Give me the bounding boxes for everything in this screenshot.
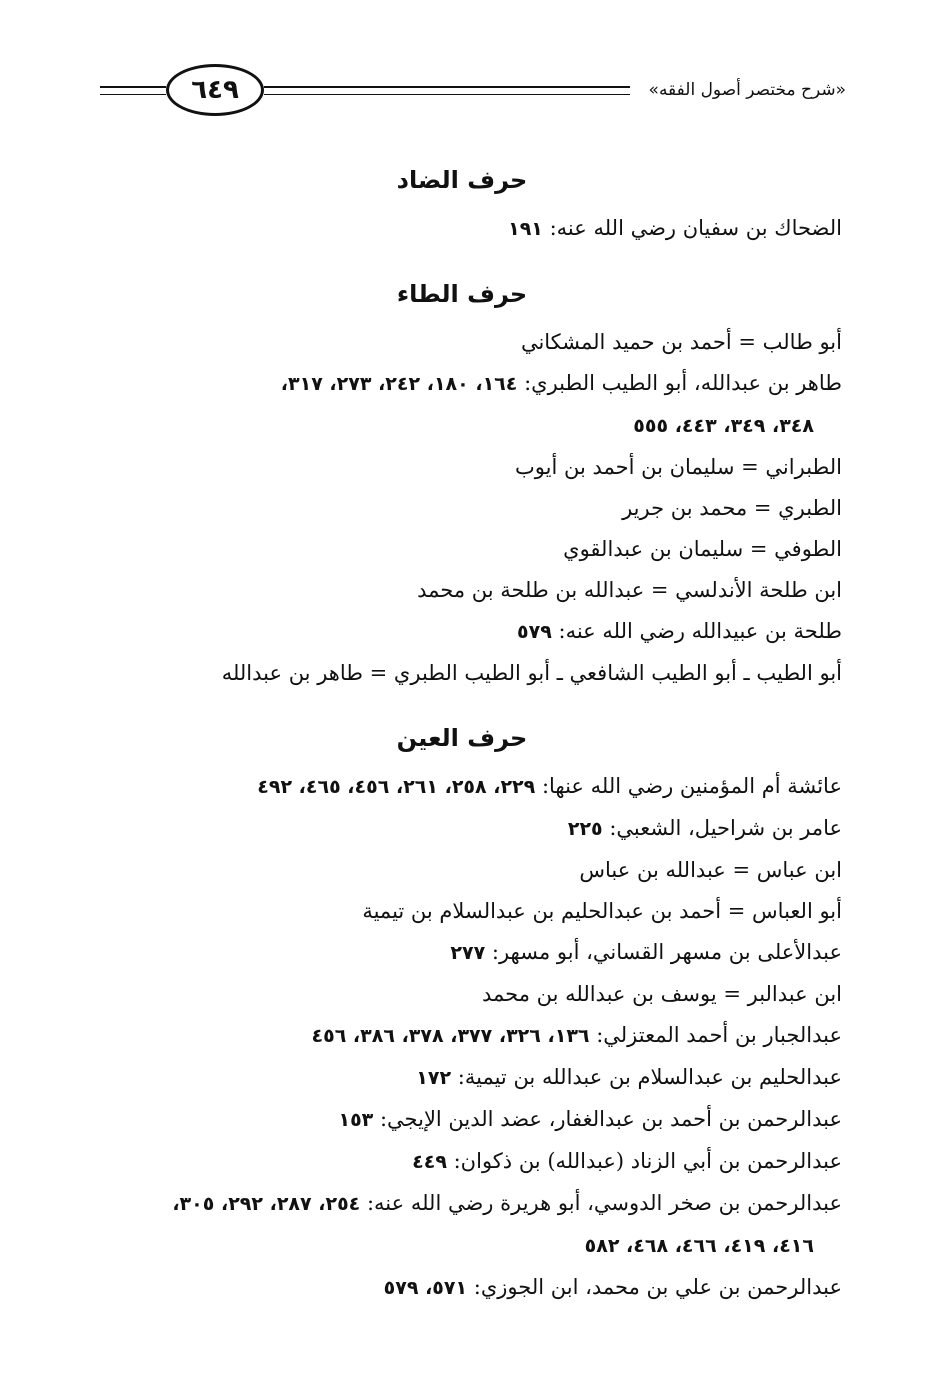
entry-pages: ٤١٦، ٤١٩، ٤٦٦، ٤٦٨، ٥٨٢ (584, 1235, 814, 1257)
index-entry (82, 850, 842, 891)
page-header (0, 0, 950, 140)
index-content (82, 160, 842, 1309)
entry-name: عبدالرحمن بن صخر الدوسي، أبو هريرة رضي الله عنه: (366, 1191, 842, 1215)
entry-name: الطوفي = سليمان بن عبدالقوي (563, 537, 842, 561)
entry-name: أبو العباس = أحمد بن عبدالحليم بن عبدالسلام بن تيمية (362, 899, 842, 923)
header-rule-left-top (100, 86, 166, 88)
entry-pages: ٥٧٩ (517, 621, 552, 643)
entry-name: عبدالرحمن بن علي بن محمد، ابن الجوزي: (473, 1275, 842, 1299)
entry-name: طاهر بن عبدالله، أبو الطيب الطبري: (524, 371, 842, 395)
index-entry (82, 611, 842, 653)
index-entry (82, 447, 842, 488)
index-entry (82, 208, 842, 250)
entry-name: عبدالرحمن بن أبي الزناد (عبدالله) بن ذكوان: (453, 1149, 842, 1173)
index-entry (82, 766, 842, 808)
entry-name: طلحة بن عبيدالله رضي الله عنه: (558, 619, 842, 643)
header-rule-left-bottom (100, 94, 166, 95)
index-entry (82, 808, 842, 850)
entry-pages: ٤٤٩ (412, 1151, 447, 1173)
index-entry (82, 653, 842, 694)
index-entry (82, 1267, 842, 1309)
index-entry-continuation (82, 1225, 842, 1267)
index-entry (82, 1183, 842, 1225)
entry-name: الطبري = محمد بن جرير (622, 496, 842, 520)
section-title-ta: حرف الطاء (396, 280, 528, 308)
book-title: «شرح مختصر أصول الفقه» (648, 80, 846, 100)
index-entry (82, 891, 842, 932)
entry-name: عبدالأعلى بن مسهر القساني، أبو مسهر: (491, 940, 842, 964)
entry-pages: ١٥٣ (338, 1109, 374, 1131)
entry-pages: ٣٤٨، ٣٤٩، ٤٤٣، ٥٥٥ (633, 415, 814, 437)
index-entry (82, 570, 842, 611)
index-entry (82, 932, 842, 974)
entry-pages: ٥٧١، ٥٧٩ (383, 1277, 468, 1299)
index-entry (82, 1057, 842, 1099)
entry-pages: ٢٢٥ (567, 818, 603, 840)
entry-name: عبدالرحمن بن أحمد بن عبدالغفار، عضد الدين الإيجي: (379, 1107, 842, 1131)
index-entry (82, 1015, 842, 1057)
index-entry-continuation (82, 405, 842, 447)
entry-pages: ١٧٢ (416, 1067, 452, 1089)
section-title-ain: حرف العين (396, 724, 528, 752)
entry-name: عامر بن شراحيل، الشعبي: (609, 816, 842, 840)
index-entry (82, 974, 842, 1015)
page-number: ٦٤٩ (166, 64, 264, 116)
entry-name: عبدالجبار بن أحمد المعتزلي: (596, 1023, 842, 1047)
entry-name: عبدالحليم بن عبدالسلام بن عبدالله بن تيمية: (457, 1065, 842, 1089)
entry-pages: ٢٥٤، ٢٨٧، ٢٩٢، ٣٠٥، (172, 1193, 361, 1215)
entry-pages: ١٦٤، ١٨٠، ٢٤٢، ٢٧٣، ٣١٧، (280, 373, 518, 395)
index-entry (82, 529, 842, 570)
entry-name: الضحاك بن سفيان رضي الله عنه: (549, 216, 842, 240)
index-entry (82, 322, 842, 363)
index-entry (82, 1099, 842, 1141)
header-rule-right-top (264, 86, 630, 88)
entry-pages: ١٩١ (508, 218, 543, 240)
entry-pages: ٢٧٧ (450, 942, 486, 964)
entry-name: ابن عبدالبر = يوسف بن عبدالله بن محمد (481, 982, 842, 1006)
entry-name: ابن عباس = عبدالله بن عباس (579, 858, 842, 882)
entry-pages: ١٣٦، ٣٢٦، ٣٧٧، ٣٧٨، ٣٨٦، ٤٥٦ (311, 1025, 590, 1047)
entry-name: عائشة أم المؤمنين رضي الله عنها: (541, 774, 842, 798)
entry-name: أبو الطيب ـ أبو الطيب الشافعي ـ أبو الطيب الطبري = طاهر بن عبدالله (221, 661, 842, 685)
header-rule-right-bottom (264, 94, 630, 95)
index-entry (82, 1141, 842, 1183)
entry-pages: ٢٢٩، ٢٥٨، ٢٦١، ٤٥٦، ٤٦٥، ٤٩٢ (257, 776, 536, 798)
section-title-dad: حرف الضاد (396, 166, 528, 194)
entry-name: ابن طلحة الأندلسي = عبدالله بن طلحة بن محمد (417, 578, 842, 602)
index-entry (82, 363, 842, 405)
entry-name: الطبراني = سليمان بن أحمد بن أيوب (515, 455, 842, 479)
entry-name: أبو طالب = أحمد بن حميد المشكاني (520, 330, 842, 354)
index-entry (82, 488, 842, 529)
